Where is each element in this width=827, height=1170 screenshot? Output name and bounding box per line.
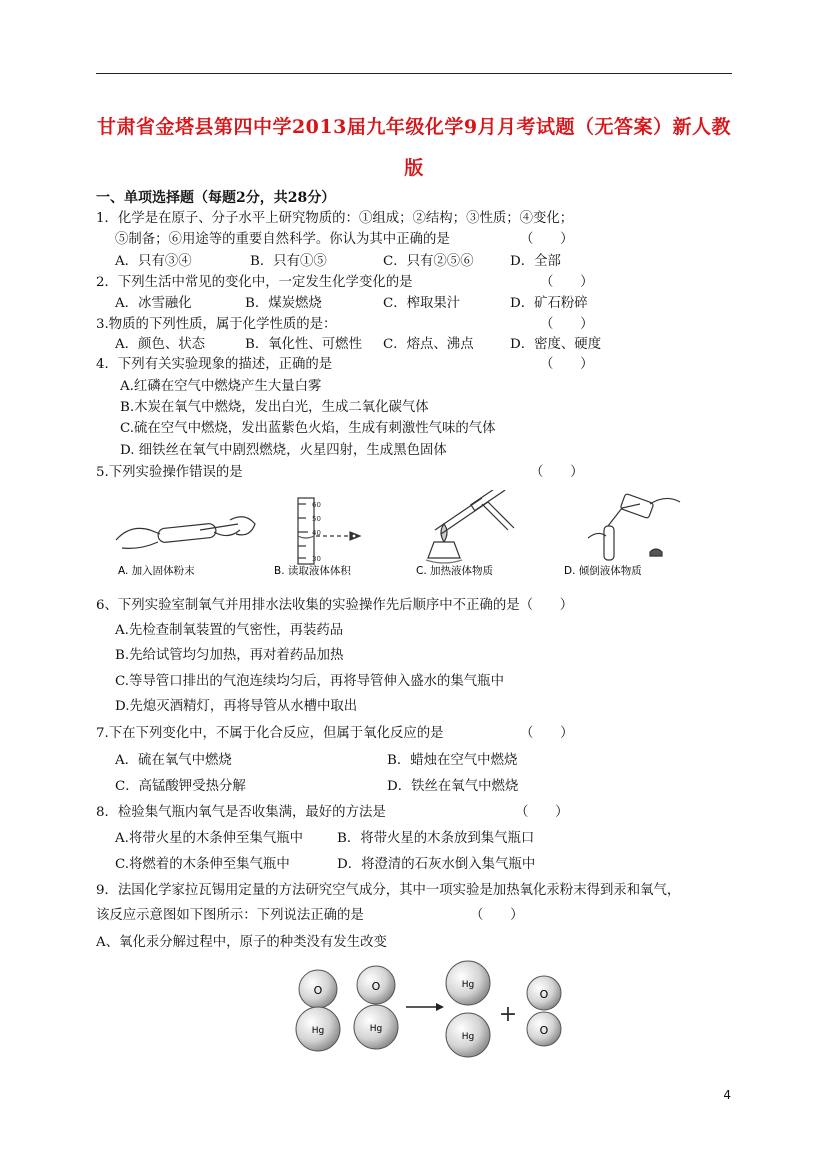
figure-caption-b: B. 读取液体体积 — [274, 565, 351, 577]
answer-blank: （ ） — [515, 805, 569, 820]
option-a: A.将带火星的木条伸至集气瓶中 — [115, 831, 304, 846]
option-c: C.将燃着的木条伸至集气瓶中 — [115, 857, 290, 872]
option-c: C．熔点、沸点 — [383, 337, 474, 352]
option-b: B.先给试管均匀加热，再对着药品加热 — [115, 648, 344, 663]
option-c: C．榨取果汁 — [383, 296, 461, 311]
option-a: A、氧化汞分解过程中，原子的种类没有发生改变 — [96, 935, 387, 950]
answer-blank: （ ） — [540, 275, 594, 290]
question-9-stem: 9．法国化学家拉瓦锡用定量的方法研究空气成分，其中一项实验是加热氧化汞粉末得到汞和氧气， — [96, 883, 681, 898]
atom-label-o: O — [539, 988, 549, 1001]
option-b: B．蜡烛在空气中燃烧 — [387, 753, 518, 768]
answer-blank: （ ） — [470, 908, 524, 923]
option-b: B．只有①⑤ — [250, 254, 327, 269]
option-b: B．煤炭燃烧 — [245, 296, 322, 311]
cylinder-tick-40: 40 — [312, 529, 321, 537]
atom-label-hg: Hg — [461, 980, 475, 990]
answer-blank: （ ） — [540, 317, 594, 332]
atom-label-o: O — [539, 1024, 549, 1037]
document-title: 甘肃省金塔县第四中学2013届九年级化学9月月考试题（无答案）新人教 — [96, 116, 732, 138]
cylinder-tick-30: 30 — [312, 555, 321, 563]
lab-operations-figure — [110, 490, 690, 582]
option-a: A.先检查制氧装置的气密性，再装药品 — [115, 623, 344, 638]
question-3-stem: 3.物质的下列性质，属于化学性质的是： — [96, 317, 337, 332]
atom-label-hg: Hg — [369, 1024, 383, 1034]
answer-blank: （ ） — [520, 726, 574, 741]
reaction-arrow-icon — [406, 1003, 444, 1011]
question-6-stem: 6、下列实验室制氧气并用排水法收集的实验操作先后顺序中不正确的是（ ） — [96, 598, 574, 613]
figure-caption-c: C. 加热液体物质 — [416, 565, 494, 577]
pouring-liquid-illustration — [588, 493, 680, 560]
option-a: A．颜色、状态 — [115, 337, 206, 352]
answer-blank: （ ） — [540, 357, 594, 372]
add-powder-illustration — [116, 517, 255, 549]
figure-caption-d: D. 倾倒液体物质 — [564, 565, 642, 577]
atom-label-hg: Hg — [461, 1032, 475, 1042]
atom-label-o: O — [371, 980, 381, 993]
question-9-stem-cont: 该反应示意图如下图所示：下列说法正确的是 — [96, 908, 364, 923]
option-d: D．密度、硬度 — [510, 337, 602, 352]
figure-caption-a: A. 加入固体粉末 — [118, 565, 195, 577]
header-rule — [96, 73, 732, 74]
answer-blank: （ ） — [530, 465, 584, 480]
question-1-stem-cont: ⑤制备；⑥用途等的重要自然科学。你认为其中正确的是 — [115, 232, 450, 247]
option-a: A．只有③④ — [115, 254, 192, 269]
question-2-stem: 2．下列生活中常见的变化中，一定发生化学变化的是 — [96, 275, 413, 290]
question-7-stem: 7.下在下列变化中，不属于化合反应，但属于氧化反应的是 — [96, 726, 444, 741]
option-d: D．将澄清的石灰水倒入集气瓶中 — [337, 857, 536, 872]
section-heading: 一、单项选择题（每题2分，共28分） — [96, 190, 336, 206]
option-c: C．高锰酸钾受热分解 — [115, 779, 246, 794]
page-number: 4 — [723, 1088, 731, 1102]
answer-blank: （ ） — [520, 232, 574, 247]
option-d: D．铁丝在氧气中燃烧 — [387, 779, 519, 794]
cylinder-tick-50: 50 — [312, 515, 321, 523]
question-8-stem: 8．检验集气瓶内氧气是否收集满，最好的方法是 — [96, 805, 386, 820]
option-b: B．氧化性、可燃性 — [245, 337, 362, 352]
option-d: D.先熄灭酒精灯，再将导管从水槽中取出 — [115, 699, 358, 714]
option-c: C.等导管口排出的气泡连续均匀后，再将导管伸入盛水的集气瓶中 — [115, 674, 504, 689]
atom-label-o: O — [313, 984, 323, 997]
cylinder-tick-60: 60 — [312, 501, 321, 509]
graduated-cylinder-illustration — [298, 498, 360, 564]
atom-label-hg: Hg — [311, 1026, 325, 1036]
mercury-oxide-decomposition-diagram — [290, 955, 580, 1065]
question-4-stem: 4．下列有关实验现象的描述，正确的是 — [96, 357, 333, 372]
option-b: B．将带火星的木条放到集气瓶口 — [337, 831, 535, 846]
option-a: A.红磷在空气中燃烧产生大量白雾 — [120, 379, 322, 394]
option-d: D. 细铁丝在氧气中剧烈燃烧，火星四射，生成黑色固体 — [120, 443, 447, 458]
question-1-stem: 1．化学是在原子、分子水平上研究物质的：①组成；②结构；③性质；④变化； — [96, 211, 574, 226]
plus-sign: + — [498, 1002, 518, 1027]
option-d: D．矿石粉碎 — [510, 296, 588, 311]
option-a: A．硫在氧气中燃烧 — [115, 753, 232, 768]
option-c: C.硫在空气中燃烧，发出蓝紫色火焰，生成有刺激性气味的气体 — [120, 421, 496, 436]
option-b: B.木炭在氧气中燃烧，发出白光，生成二氧化碳气体 — [120, 400, 429, 415]
question-5-stem: 5.下列实验操作错误的是 — [96, 465, 243, 480]
option-d: D．全部 — [510, 254, 561, 269]
option-c: C．只有②⑤⑥ — [383, 254, 474, 269]
option-a: A．冰雪融化 — [115, 296, 192, 311]
document-title-continued: 版 — [404, 157, 424, 179]
heating-liquid-illustration — [426, 490, 514, 563]
